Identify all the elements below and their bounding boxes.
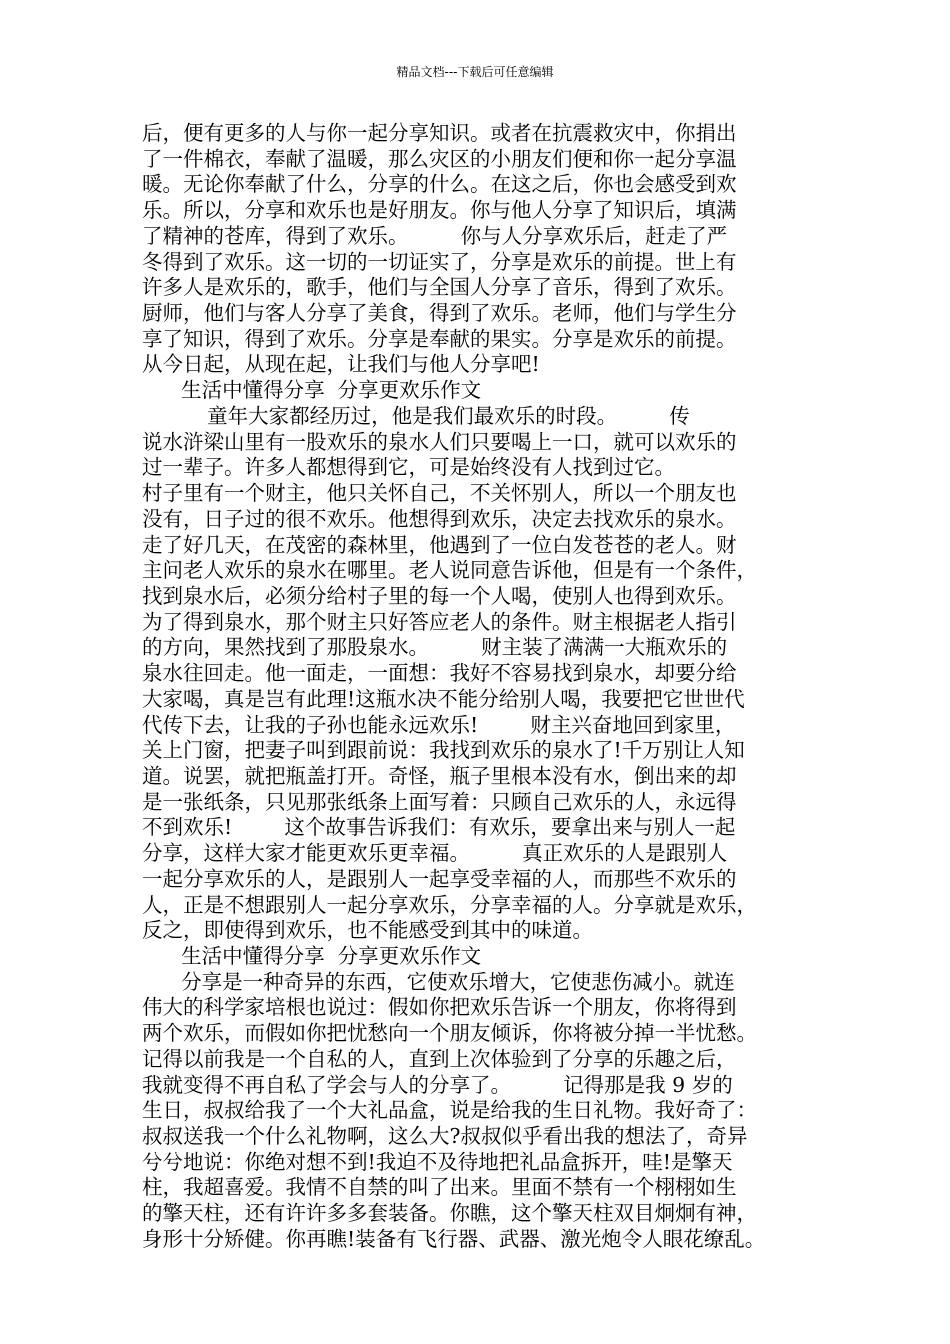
- text-line: 代传下去，让我的子孙也能永远欢乐! 财主兴奋地回到家里，: [142, 712, 736, 737]
- text-line: 泉水往回走。他一面走，一面想：我好不容易找到泉水，却要分给: [142, 661, 737, 686]
- text-line: 的擎天柱，还有许许多多套装备。你瞧，这个擎天柱双目炯炯有神，: [142, 1201, 757, 1226]
- text-line: 冬得到了欢乐。这一切的一切证实了，分享是欢乐的前提。世上有: [142, 249, 737, 274]
- text-line: 没有，日子过的很不欢乐。他想得到欢乐，决定去找欢乐的泉水。: [142, 506, 737, 531]
- text-line: 柱，我超喜爱。我情不自禁的叫了出来。里面不禁有一个栩栩如生: [142, 1175, 737, 1200]
- text-line: 暖。无论你奉献了什么，分享的什么。在这之后，你也会感受到欢: [142, 172, 737, 197]
- page-header: 精品文档---下载后可任意编辑: [396, 65, 554, 79]
- text-line: 了一件棉衣，奉献了温暖，那么灾区的小朋友们便和你一起分享温: [142, 146, 737, 171]
- text-line: 身形十分矫健。你再瞧!装备有飞行器、武器、激光炮令人眼花缭乱。: [142, 1226, 766, 1251]
- text-line: 大家喝，真是岂有此理!这瓶水决不能分给别人喝，我要把它世世代: [142, 686, 745, 711]
- text-line: 厨师，他们与客人分享了美食，得到了欢乐。老师，他们与学生分: [142, 301, 737, 326]
- section-title: 生活中懂得分享 分享更欢乐作文: [142, 944, 482, 968]
- text-line: 兮兮地说：你绝对想不到!我迫不及待地把礼品盒拆开，哇!是擎天: [142, 1149, 733, 1174]
- text-line: 找到泉水后，必须分给村子里的每一个人喝，使别人也得到欢乐。: [142, 583, 737, 608]
- text-line: 一起分享欢乐的人，是跟别人一起享受幸福的人，而那些不欢乐的: [142, 866, 737, 891]
- text-line: 走了好几天，在茂密的森林里，他遇到了一位白发苍苍的老人。财: [142, 532, 737, 557]
- text-line: 分享是一种奇异的东西，它使欢乐增大，它使悲伤减小。就连: [142, 969, 735, 994]
- text-line: 记得以前我是一个自私的人，直到上次体验到了分享的乐趣之后，: [142, 1046, 737, 1071]
- text-line: 为了得到泉水，那个财主只好答应老人的条件。财主根据老人指引: [142, 609, 737, 634]
- text-line: 后，便有更多的人与你一起分享知识。或者在抗震救灾中，你捐出: [142, 121, 737, 145]
- text-line: 乐。所以，分享和欢乐也是好朋友。你与他人分享了知识后，填满: [142, 198, 737, 223]
- text-line: 过一辈子。许多人都想得到它，可是始终没有人找到过它。: [142, 455, 675, 480]
- text-line: 了精神的苍库，得到了欢乐。 你与人分享欢乐后，赶走了严: [142, 223, 728, 248]
- text-line: 的方向，果然找到了那股泉水。 财主装了满满一大瓶欢乐的: [142, 635, 728, 660]
- text-line: 关上门窗，把妻子叫到跟前说：我找到欢乐的泉水了!千万别让人知: [142, 738, 745, 763]
- text-line: 分享，这样大家才能更欢乐更幸福。 真正欢乐的人是跟别人: [142, 841, 728, 866]
- text-line: 从今日起，从现在起，让我们与他人分享吧!: [142, 352, 540, 377]
- text-line: 伟大的科学家培根也说过：假如你把欢乐告诉一个朋友，你将得到: [142, 995, 737, 1020]
- text-line: 反之，即使得到欢乐，也不能感受到其中的味道。: [142, 918, 593, 943]
- section-title: 生活中懂得分享 分享更欢乐作文: [142, 378, 482, 403]
- text-line: 两个欢乐，而假如你把忧愁向一个朋友倾诉，你将被分掉一半忧愁。: [142, 1021, 757, 1046]
- document-body: [142, 121, 832, 1253]
- text-line: 不到欢乐! 这个故事告诉我们：有欢乐，要拿出来与别人一起: [142, 815, 736, 840]
- text-line: 我就变得不再自私了学会与人的分享了。 记得那是我 9 岁的: [142, 1072, 733, 1097]
- text-line: 人，正是不想跟别人一起分享欢乐，分享幸福的人。分享就是欢乐，: [142, 892, 757, 917]
- text-line: 说水浒梁山里有一股欢乐的泉水人们只要喝上一口，就可以欢乐的: [142, 429, 737, 454]
- text-line: 道。说罢，就把瓶盖打开。奇怪，瓶子里根本没有水，倒出来的却: [142, 763, 737, 788]
- text-line: 许多人是欢乐的，歌手，他们与全国人分享了音乐，得到了欢乐。: [142, 275, 737, 300]
- text-line: 享了知识，得到了欢乐。分享是奉献的果实。分享是欢乐的前提。: [142, 326, 737, 351]
- text-line: 是一张纸条，只见那张纸条上面写着：只顾自己欢乐的人，永远得: [142, 789, 737, 814]
- text-line: 生日，叔叔给我了一个大礼品盒，说是给我的生日礼物。我好奇了：: [142, 1098, 757, 1123]
- text-line: 主问老人欢乐的泉水在哪里。老人说同意告诉他，但是有一个条件，: [142, 558, 757, 583]
- text-line: 童年大家都经历过，他是我们最欢乐的时段。 传: [142, 403, 690, 428]
- text-line: 叔叔送我一个什么礼物啊，这么大?叔叔似乎看出我的想法了，奇异: [142, 1124, 748, 1149]
- text-line: 村子里有一个财主，他只关怀自己，不关怀别人，所以一个朋友也: [142, 481, 737, 506]
